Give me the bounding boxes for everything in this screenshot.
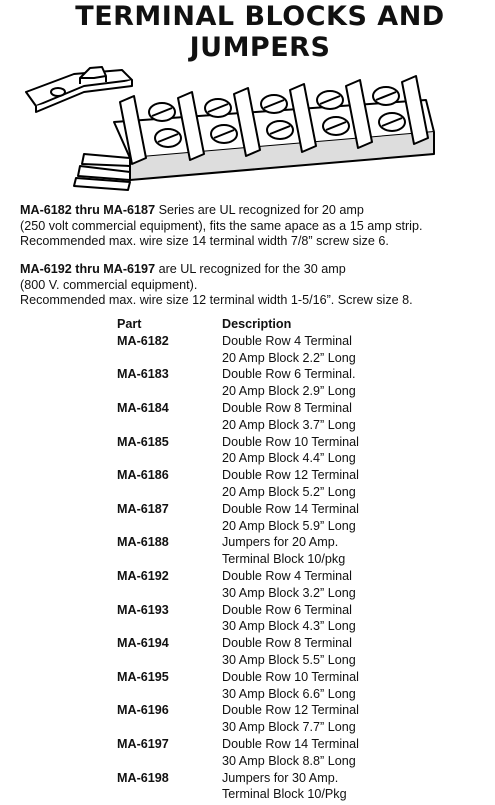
description-line-2: 20 Amp Block 3.7” Long <box>222 417 356 432</box>
table-row <box>117 568 417 585</box>
series-20-amp-line-3: Recommended max. wire size 14 terminal width 7/8” screw size 6. <box>20 234 389 248</box>
table-row <box>117 602 417 619</box>
part-number-spacer <box>117 753 222 770</box>
description-line-1: Double Row 10 Terminal <box>222 434 359 449</box>
table-row <box>117 434 417 451</box>
part-number-spacer <box>117 350 222 367</box>
table-row-continued <box>117 753 417 770</box>
part-number-spacer <box>117 450 222 467</box>
table-row <box>117 635 417 652</box>
part-number-spacer <box>117 383 222 400</box>
table-row-continued <box>117 618 417 635</box>
description-line-2: 30 Amp Block 5.5” Long <box>222 652 356 667</box>
description-line-2: 20 Amp Block 5.9” Long <box>222 518 356 533</box>
table-row <box>117 366 417 383</box>
description-line-2: 20 Amp Block 4.4” Long <box>222 451 356 466</box>
part-number: MA-6184 <box>117 400 169 415</box>
table-row-continued <box>117 786 417 803</box>
description-line-1: Double Row 12 Terminal <box>222 468 359 483</box>
part-number: MA-6195 <box>117 669 169 684</box>
description-line-1: Double Row 10 Terminal <box>222 669 359 684</box>
part-number: MA-6183 <box>117 367 169 382</box>
terminal-block-illustration-icon <box>22 62 482 192</box>
part-number-spacer <box>117 551 222 568</box>
part-number-spacer <box>117 786 222 803</box>
part-number: MA-6188 <box>117 535 169 550</box>
part-number: MA-6192 <box>117 568 169 583</box>
series-30-amp-line-1: are UL recognized for the 30 amp <box>155 262 346 276</box>
part-number-spacer <box>117 652 222 669</box>
part-number-spacer <box>117 518 222 535</box>
series-20-amp-description <box>20 203 490 250</box>
table-row-continued <box>117 484 417 501</box>
description-line-1: Double Row 6 Terminal. <box>222 367 356 382</box>
description-line-1: Double Row 14 Terminal <box>222 736 359 751</box>
table-row <box>117 467 417 484</box>
series-30-amp-range: MA-6192 thru MA-6197 <box>20 262 156 276</box>
part-number: MA-6182 <box>117 333 169 348</box>
part-column-header: Part <box>117 317 142 331</box>
description-line-2: 30 Amp Block 7.7” Long <box>222 720 356 735</box>
part-number: MA-6186 <box>117 468 169 483</box>
description-line-1: Double Row 8 Terminal <box>222 636 352 651</box>
description-line-2: 20 Amp Block 2.2” Long <box>222 350 356 365</box>
description-line-1: Double Row 8 Terminal <box>222 400 352 415</box>
table-row <box>117 770 417 787</box>
description-line-2: 20 Amp Block 5.2” Long <box>222 484 356 499</box>
series-30-amp-line-3: Recommended max. wire size 12 terminal width 1-5/16”. Screw size 8. <box>20 293 413 307</box>
table-row-continued <box>117 383 417 400</box>
table-row-continued <box>117 719 417 736</box>
parts-table-body <box>117 333 417 803</box>
table-row <box>117 333 417 350</box>
parts-table <box>117 316 417 803</box>
description-line-2: 20 Amp Block 2.9” Long <box>222 384 356 399</box>
table-row <box>117 400 417 417</box>
table-row-continued <box>117 686 417 703</box>
description-line-2: Terminal Block 10/pkg <box>222 552 346 567</box>
part-number: MA-6198 <box>117 770 169 785</box>
description-line-2: 30 Amp Block 6.6” Long <box>222 686 356 701</box>
table-row <box>117 534 417 551</box>
series-20-amp-range: MA-6182 thru MA-6187 <box>20 203 156 217</box>
table-row <box>117 736 417 753</box>
part-number-spacer <box>117 417 222 434</box>
description-line-1: Double Row 4 Terminal <box>222 333 352 348</box>
part-number-spacer <box>117 719 222 736</box>
description-line-1: Double Row 6 Terminal <box>222 602 352 617</box>
description-line-1: Double Row 12 Terminal <box>222 703 359 718</box>
description-column-header: Description <box>222 317 292 331</box>
series-30-amp-description <box>20 262 490 309</box>
part-number: MA-6185 <box>117 434 169 449</box>
description-line-1: Double Row 4 Terminal <box>222 568 352 583</box>
description-line-2: 30 Amp Block 3.2” Long <box>222 585 356 600</box>
series-30-amp-line-2: (800 V. commercial equipment). <box>20 277 198 292</box>
part-number: MA-6196 <box>117 703 169 718</box>
part-number-spacer <box>117 585 222 602</box>
description-line-1: Double Row 14 Terminal <box>222 501 359 516</box>
description-line-2: 30 Amp Block 8.8” Long <box>222 753 356 768</box>
part-number: MA-6194 <box>117 636 169 651</box>
part-number: MA-6193 <box>117 602 169 617</box>
table-row <box>117 702 417 719</box>
table-row <box>117 501 417 518</box>
table-row-continued <box>117 417 417 434</box>
series-20-amp-line-2: (250 volt commercial equipment), fits the same apace as a 15 amp strip. <box>20 218 423 233</box>
table-row-continued <box>117 350 417 367</box>
description-line-1: Jumpers for 20 Amp. <box>222 535 339 550</box>
series-20-amp-line-1: Series are UL recognized for 20 amp <box>155 203 364 217</box>
description-line-1: Jumpers for 30 Amp. <box>222 770 339 785</box>
description-line-2: Terminal Block 10/Pkg <box>222 787 347 802</box>
page-title-line-2: JUMPERS <box>189 32 331 63</box>
table-row-continued <box>117 450 417 467</box>
table-row-continued <box>117 551 417 568</box>
table-row-continued <box>117 518 417 535</box>
parts-table-header <box>117 316 417 333</box>
part-number: MA-6197 <box>117 736 169 751</box>
part-number-spacer <box>117 686 222 703</box>
table-row <box>117 669 417 686</box>
description-line-2: 30 Amp Block 4.3” Long <box>222 619 356 634</box>
table-row-continued <box>117 585 417 602</box>
table-row-continued <box>117 652 417 669</box>
part-number: MA-6187 <box>117 501 169 516</box>
part-number-spacer <box>117 618 222 635</box>
page-title-line-1: TERMINAL BLOCKS AND <box>75 1 445 32</box>
part-number-spacer <box>117 484 222 501</box>
